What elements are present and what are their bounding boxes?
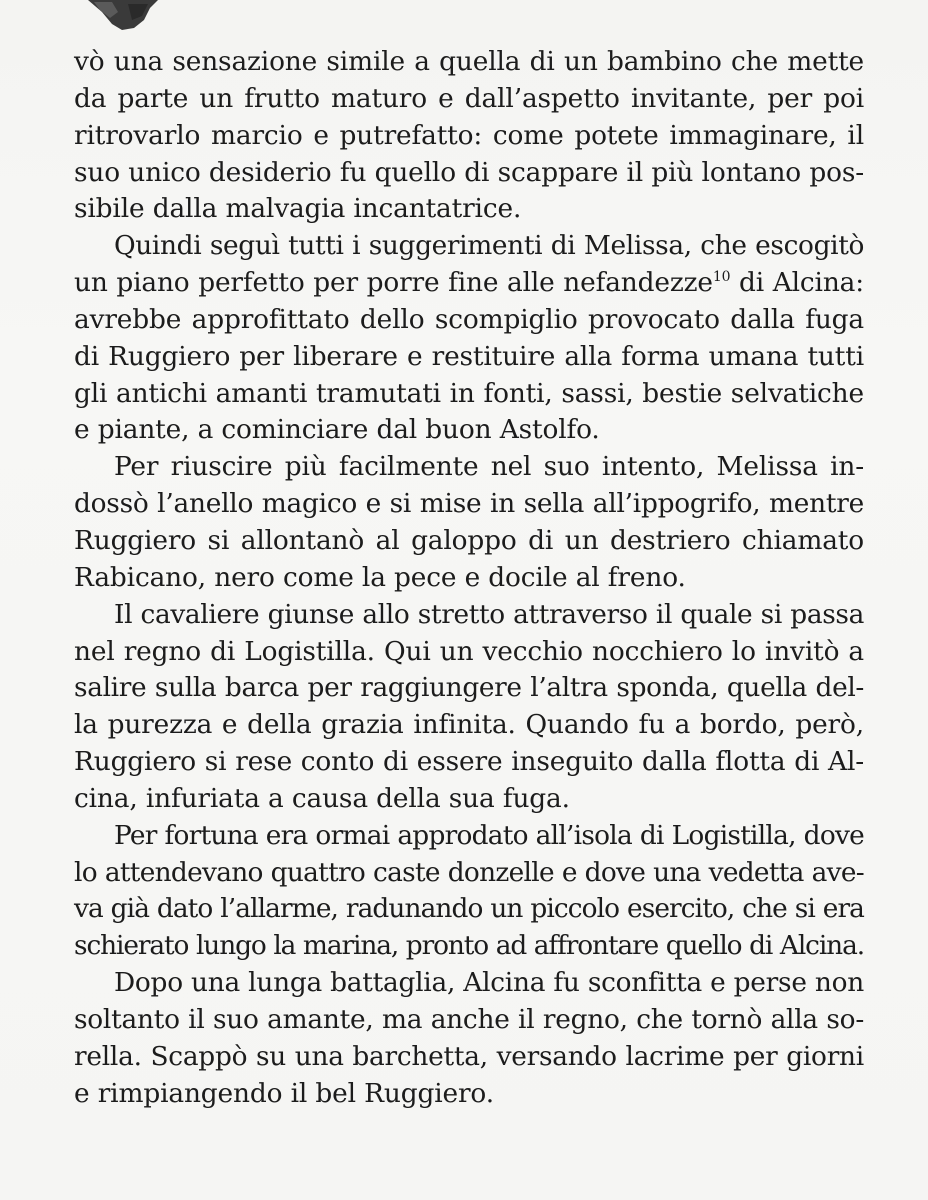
illustration-fragment [88, 0, 158, 38]
body-text [74, 44, 864, 1112]
text-line: da parte un frutto maturo e dall’aspetto invitante, per poi [74, 82, 864, 114]
text-line: avrebbe approfittato dello scompiglio provocato dalla fuga [74, 303, 864, 335]
text-line: sibile dalla malvagia incantatrice. [74, 193, 522, 225]
text-line: e rimpiangendo il bel Ruggiero. [74, 1077, 494, 1109]
paragraph [74, 44, 864, 228]
text-line: gli antichi amanti tramutati in fonti, sassi, bestie selvatiche [74, 377, 864, 409]
text-line: soltanto il suo amante, ma anche il regno, che tornò alla so- [74, 1003, 864, 1035]
text-fragment: un piano perfetto per porre fine alle nefandezze [74, 267, 713, 299]
footnote-reference[interactable]: 10 [712, 269, 731, 286]
text-line: dossò l’anello magico e si mise in sella all’ippogrifo, mentre [74, 488, 864, 520]
text-line: di Ruggiero per liberare e restituire alla forma umana tutti [74, 340, 864, 372]
text-line: vò una sensazione simile a quella di un bambino che mette [74, 46, 864, 77]
text-line: rella. Scappò su una barchetta, versando lacrime per giorni [74, 1040, 864, 1072]
text-line: nel regno di Logistilla. Qui un vecchio nocchiero lo invitò a [74, 635, 864, 667]
text-line: Dopo una lunga battaglia, Alcina fu sconfitta e perse non [114, 967, 864, 999]
paragraph [74, 818, 864, 965]
text-line: salire sulla barca per raggiungere l’altra sponda, quella del- [74, 672, 864, 704]
paragraph [74, 597, 864, 818]
text-line: Per riuscire più facilmente nel suo intento, Melissa in- [114, 451, 864, 483]
text-line: Quindi seguì tutti i suggerimenti di Melissa, che escogitò [114, 230, 864, 262]
text-line: Il cavaliere giunse allo stretto attraverso il quale si passa [114, 598, 864, 630]
text-line: la purezza e della grazia infinita. Quando fu a bordo, però, [74, 709, 864, 741]
text-line-with-footnote [74, 265, 864, 302]
text-line: Rabicano, nero come la pece e docile al freno. [74, 561, 686, 593]
text-line: cina, infuriata a causa della sua fuga. [74, 782, 570, 814]
text-line: ritrovarlo marcio e putrefatto: come potete immaginare, il [74, 119, 864, 151]
text-line: schierato lungo la marina, pronto ad affrontare quello di Alcina. [74, 930, 864, 962]
text-line: e piante, a cominciare dal buon Astolfo. [74, 414, 600, 446]
paragraph [74, 228, 864, 449]
text-line: Per fortuna era ormai approdato all’isola di Logistilla, dove [114, 819, 864, 851]
paragraph [74, 965, 864, 1112]
text-line: Ruggiero si rese conto di essere inseguito dalla flotta di Al- [74, 746, 864, 778]
text-line: Ruggiero si allontanò al galoppo di un destriero chiamato [74, 524, 864, 556]
text-line: suo unico desiderio fu quello di scappare il più lontano pos- [74, 156, 864, 188]
text-line: va già dato l’allarme, radunando un piccolo esercito, che si era [74, 893, 864, 925]
text-line: lo attendevano quattro caste donzelle e dove una vedetta ave- [74, 856, 864, 888]
paragraph [74, 449, 864, 596]
text-fragment: di Alcina: [730, 267, 864, 299]
